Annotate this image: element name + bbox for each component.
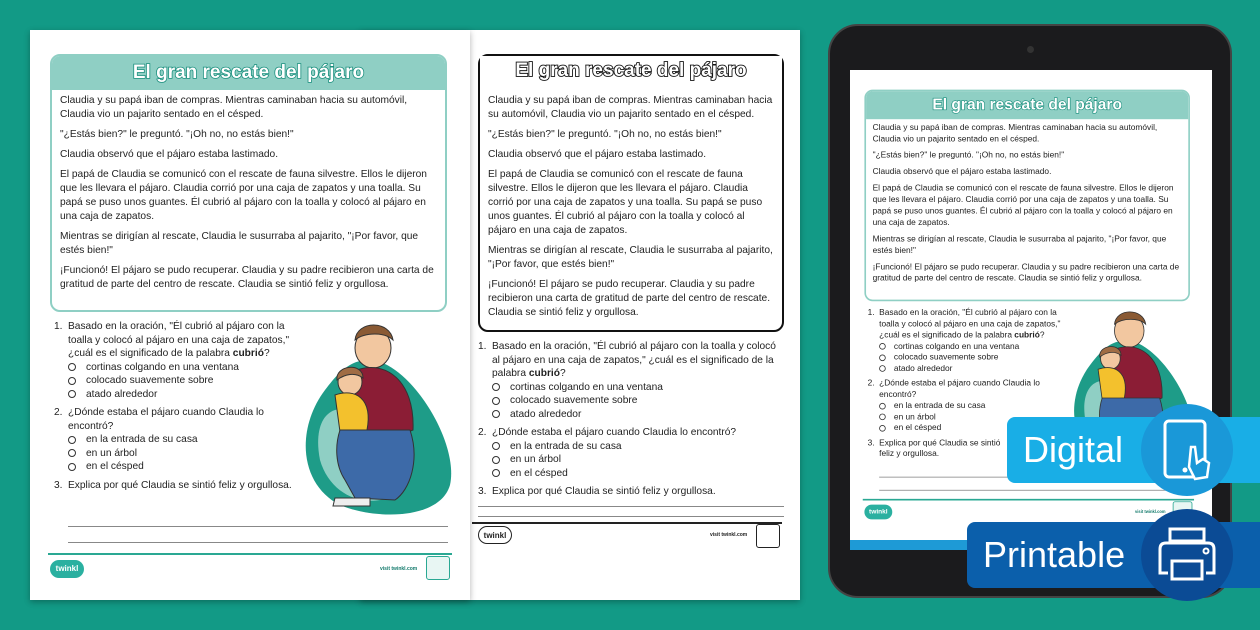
story-paragraph: Claudia y su papá iban de compras. Mientras caminaban hacia su automóvil, Claudia vio un pajarito sentado en el césped. — [488, 95, 773, 120]
radio-button[interactable] — [68, 449, 76, 457]
answer-line[interactable] — [478, 506, 784, 507]
radio-button[interactable] — [879, 343, 886, 350]
option-label: cortinas colgando en una ventana — [86, 361, 239, 373]
question-text: ¿Dónde estaba el pájaro cuando Claudia lo encontró? — [68, 407, 264, 432]
question-3 — [54, 479, 304, 493]
question-number: 1. — [478, 341, 487, 352]
twinkl-logo[interactable]: twinkl — [864, 505, 892, 520]
option-label: en la entrada de su casa — [86, 434, 198, 445]
questions — [54, 320, 304, 497]
answer-option[interactable] — [68, 388, 304, 402]
story-paragraph: Claudia y su papá iban de compras. Mientras caminaban hacia su automóvil, Claudia vio un pajarito sentado en el césped. — [872, 123, 1158, 144]
questions — [478, 340, 784, 504]
quality-seal-icon — [426, 556, 450, 580]
answer-line[interactable] — [68, 526, 448, 527]
story-paragraph: ¡Funcionó! El pájaro se pudo recuperar. Claudia y su padre recibieron una carta de gratitud de parte del centro de rescate. Claudia se sintió feliz y orgullosa. — [872, 262, 1180, 284]
father-daughter-hug-illustration — [295, 320, 460, 520]
question-text: ¿Dónde estaba el pájaro cuando Claudia lo encontró? — [879, 379, 1040, 400]
question-3 — [478, 485, 784, 499]
radio-button[interactable] — [879, 414, 886, 421]
radio-button[interactable] — [492, 410, 500, 418]
visit-link[interactable]: visit twinkl.com — [380, 566, 418, 572]
radio-button[interactable] — [68, 363, 76, 371]
story-paragraph: Mientras se dirigían al rescate, Claudia le susurraba al pajarito, "¡Por favor, que estés bien!" — [60, 231, 419, 256]
quality-seal-icon — [756, 524, 780, 548]
footer-divider — [863, 499, 1194, 501]
story-paragraph: ¡Funcionó! El pájaro se pudo recuperar. Claudia y su padre recibieron una carta de gratitud de parte del centro de rescate. Claudia se sintió feliz y orgullosa. — [488, 279, 771, 318]
answer-option[interactable] — [492, 394, 784, 408]
answer-option[interactable] — [68, 374, 304, 388]
answer-option[interactable] — [68, 460, 304, 474]
key-word: cubrió — [528, 368, 560, 379]
radio-button[interactable] — [492, 469, 500, 477]
radio-button[interactable] — [492, 397, 500, 405]
story-paragraph: El papá de Claudia se comunicó con el rescate de fauna silvestre. Ellos le dijeron que les llevara el pájaro. Claudia corrió por una caja de zapatos y una toalla. Su papá se puso unos guantes. Él cubrió al pájaro con la toalla y colocó al pájaro en una caja de zapatos. — [60, 169, 427, 222]
question-number: 2. — [478, 427, 487, 438]
answer-option[interactable] — [492, 440, 784, 454]
answer-option[interactable] — [492, 453, 784, 467]
question-text: Explica por qué Claudia se sintió feliz y orgullosa. — [879, 438, 1001, 459]
question-2 — [54, 406, 304, 474]
radio-button[interactable] — [492, 442, 500, 450]
option-label: en el césped — [510, 467, 568, 479]
option-label: colocado suavemente sobre — [86, 375, 214, 386]
footer-divider — [48, 553, 452, 555]
radio-button[interactable] — [879, 354, 886, 361]
question-number: 1. — [54, 321, 63, 332]
worksheet-title: El gran rescate del pájaro — [52, 56, 445, 90]
answer-line[interactable] — [478, 516, 784, 517]
story-paragraph: El papá de Claudia se comunicó con el rescate de fauna silvestre. Ellos le dijeron que les llevara el pájaro. Claudia corrió por una caja de zapatos y una toalla. Su papá se puso unos guantes. Él cubrió al pájaro con la toalla y colocó al pájaro en una caja de zapatos. — [872, 183, 1174, 228]
answer-option[interactable] — [879, 352, 1073, 363]
story-paragraph: ¡Funcionó! El pájaro se pudo recuperar. Claudia y su padre recibieron una carta de gratitud de parte del centro de rescate. Claudia se sintió feliz y orgullosa. — [60, 265, 434, 290]
option-label: en la entrada de su casa — [893, 401, 986, 411]
story-box — [864, 90, 1190, 302]
radio-button[interactable] — [492, 383, 500, 391]
option-label: atado alrededor — [510, 408, 582, 420]
story-paragraph: Mientras se dirigían al rescate, Claudia le susurraba al pajarito, "¡Por favor, que estés bien!" — [488, 245, 773, 270]
answer-line[interactable] — [879, 490, 1191, 491]
camera — [1027, 46, 1034, 53]
tablet-touch-icon — [1141, 404, 1233, 496]
option-label: en un árbol — [510, 454, 561, 465]
twinkl-logo[interactable]: twinkl — [50, 560, 84, 578]
story-paragraph: "¿Estás bien?" le preguntó. "¡Oh no, no estás bien!" — [488, 129, 722, 140]
footer-divider — [472, 522, 782, 524]
visit-link[interactable]: visit twinkl.com — [1135, 509, 1166, 515]
question-text: Basado en la oración, "Él cubrió al pájaro con la toalla y colocó al pájaro en una caja de zapatos," ¿cuál es el significado de la palabra cubrió? — [492, 341, 776, 379]
story-box — [478, 54, 784, 332]
question-number: 2. — [54, 407, 63, 418]
radio-button[interactable] — [879, 425, 886, 432]
radio-button[interactable] — [879, 365, 886, 372]
story-paragraph: Claudia observó que el pájaro estaba lastimado. — [488, 149, 707, 160]
answer-option[interactable] — [492, 408, 784, 422]
question-3 — [868, 438, 1006, 460]
story-paragraph: Mientras se dirigían al rescate, Claudia le susurraba al pajarito, "¡Por favor, que estés bien!" — [872, 234, 1167, 256]
option-label: cortinas colgando en una ventana — [893, 341, 1020, 351]
question-2 — [478, 426, 784, 480]
story-box — [50, 54, 447, 312]
story-paragraph: "¿Estás bien?" le preguntó. "¡Oh no, no estás bien!" — [60, 129, 294, 140]
worksheet-title: El gran rescate del pájaro — [866, 91, 1188, 119]
option-label: cortinas colgando en una ventana — [510, 381, 663, 393]
answer-option[interactable] — [68, 361, 304, 375]
answer-option[interactable] — [879, 400, 1073, 411]
radio-button[interactable] — [68, 377, 76, 385]
option-label: en un árbol — [86, 447, 137, 459]
digital-label: Digital — [1023, 429, 1124, 470]
option-label: colocado suavemente sobre — [510, 395, 638, 406]
radio-button[interactable] — [68, 436, 76, 444]
story-text — [52, 90, 445, 302]
story-text — [866, 119, 1188, 293]
answer-line[interactable] — [68, 542, 448, 543]
answer-option[interactable] — [68, 433, 304, 447]
question-text: ¿Dónde estaba el pájaro cuando Claudia lo encontró? — [492, 427, 737, 438]
radio-button[interactable] — [68, 390, 76, 398]
worksheet-title: El gran rescate del pájaro — [480, 56, 782, 90]
answer-option[interactable] — [492, 467, 784, 481]
twinkl-logo[interactable]: twinkl — [478, 526, 512, 544]
answer-option[interactable] — [879, 363, 1073, 374]
key-word: cubrió — [1014, 330, 1040, 340]
question-1 — [478, 340, 784, 421]
question-1 — [868, 308, 1073, 374]
question-text: Explica por qué Claudia se sintió feliz y orgullosa. — [492, 486, 716, 497]
question-text: Basado en la oración, "Él cubrió al pájaro con la toalla y colocó al pájaro en una caja de zapatos," ¿cuál es el significado de la palabra cubrió? — [879, 308, 1061, 340]
printer-icon — [1141, 509, 1233, 601]
option-label: en el césped — [893, 423, 942, 433]
question-1 — [54, 320, 304, 401]
question-text: Basado en la oración, "Él cubrió al pájaro con la toalla y colocó al pájaro en una caja de zapatos," ¿cuál es el significado de la palabra cubrió? — [68, 321, 290, 359]
story-paragraph: Claudia observó que el pájaro estaba lastimado. — [60, 149, 279, 160]
story-paragraph: Claudia y su papá iban de compras. Mientras caminaban hacia su automóvil, Claudia vio un pajarito sentado en el césped. — [60, 95, 408, 120]
question-number: 1. — [867, 308, 875, 318]
question-number: 3. — [478, 486, 487, 497]
story-paragraph: Claudia observó que el pájaro estaba lastimado. — [872, 167, 1052, 177]
answer-option[interactable] — [879, 341, 1073, 352]
story-text — [480, 90, 782, 330]
worksheet-color — [30, 30, 470, 600]
question-number: 2. — [867, 379, 875, 389]
radio-button[interactable] — [492, 456, 500, 464]
answer-option[interactable] — [68, 447, 304, 461]
radio-button[interactable] — [68, 463, 76, 471]
option-label: en el césped — [86, 461, 144, 472]
story-paragraph: "¿Estás bien?" le preguntó. "¡Oh no, no estás bien!" — [872, 151, 1065, 161]
radio-button[interactable] — [879, 403, 886, 410]
digital-badge[interactable] — [1007, 417, 1260, 483]
question-number: 3. — [867, 438, 875, 448]
option-label: atado alrededor — [86, 388, 158, 400]
story-paragraph: El papá de Claudia se comunicó con el rescate de fauna silvestre. Ellos le dijeron que les llevara el pájaro. Claudia corrió por una caja de zapatos y una toalla. Su papá se puso unos guantes. Él cubrió al pájaro con la toalla y colocó al pájaro en una caja de zapatos. — [488, 169, 763, 236]
visit-link[interactable]: visit twinkl.com — [710, 532, 748, 538]
answer-option[interactable] — [492, 381, 784, 395]
option-label: atado alrededor — [893, 363, 953, 373]
question-text: Explica por qué Claudia se sintió feliz y orgullosa. — [68, 479, 292, 491]
printable-label: Printable — [983, 534, 1126, 575]
question-number: 3. — [54, 479, 63, 491]
key-word: cubrió — [232, 348, 264, 359]
option-label: en un árbol — [893, 412, 936, 422]
option-label: en la entrada de su casa — [510, 440, 622, 452]
option-label: colocado suavemente sobre — [893, 352, 999, 362]
printable-badge[interactable] — [967, 522, 1260, 588]
